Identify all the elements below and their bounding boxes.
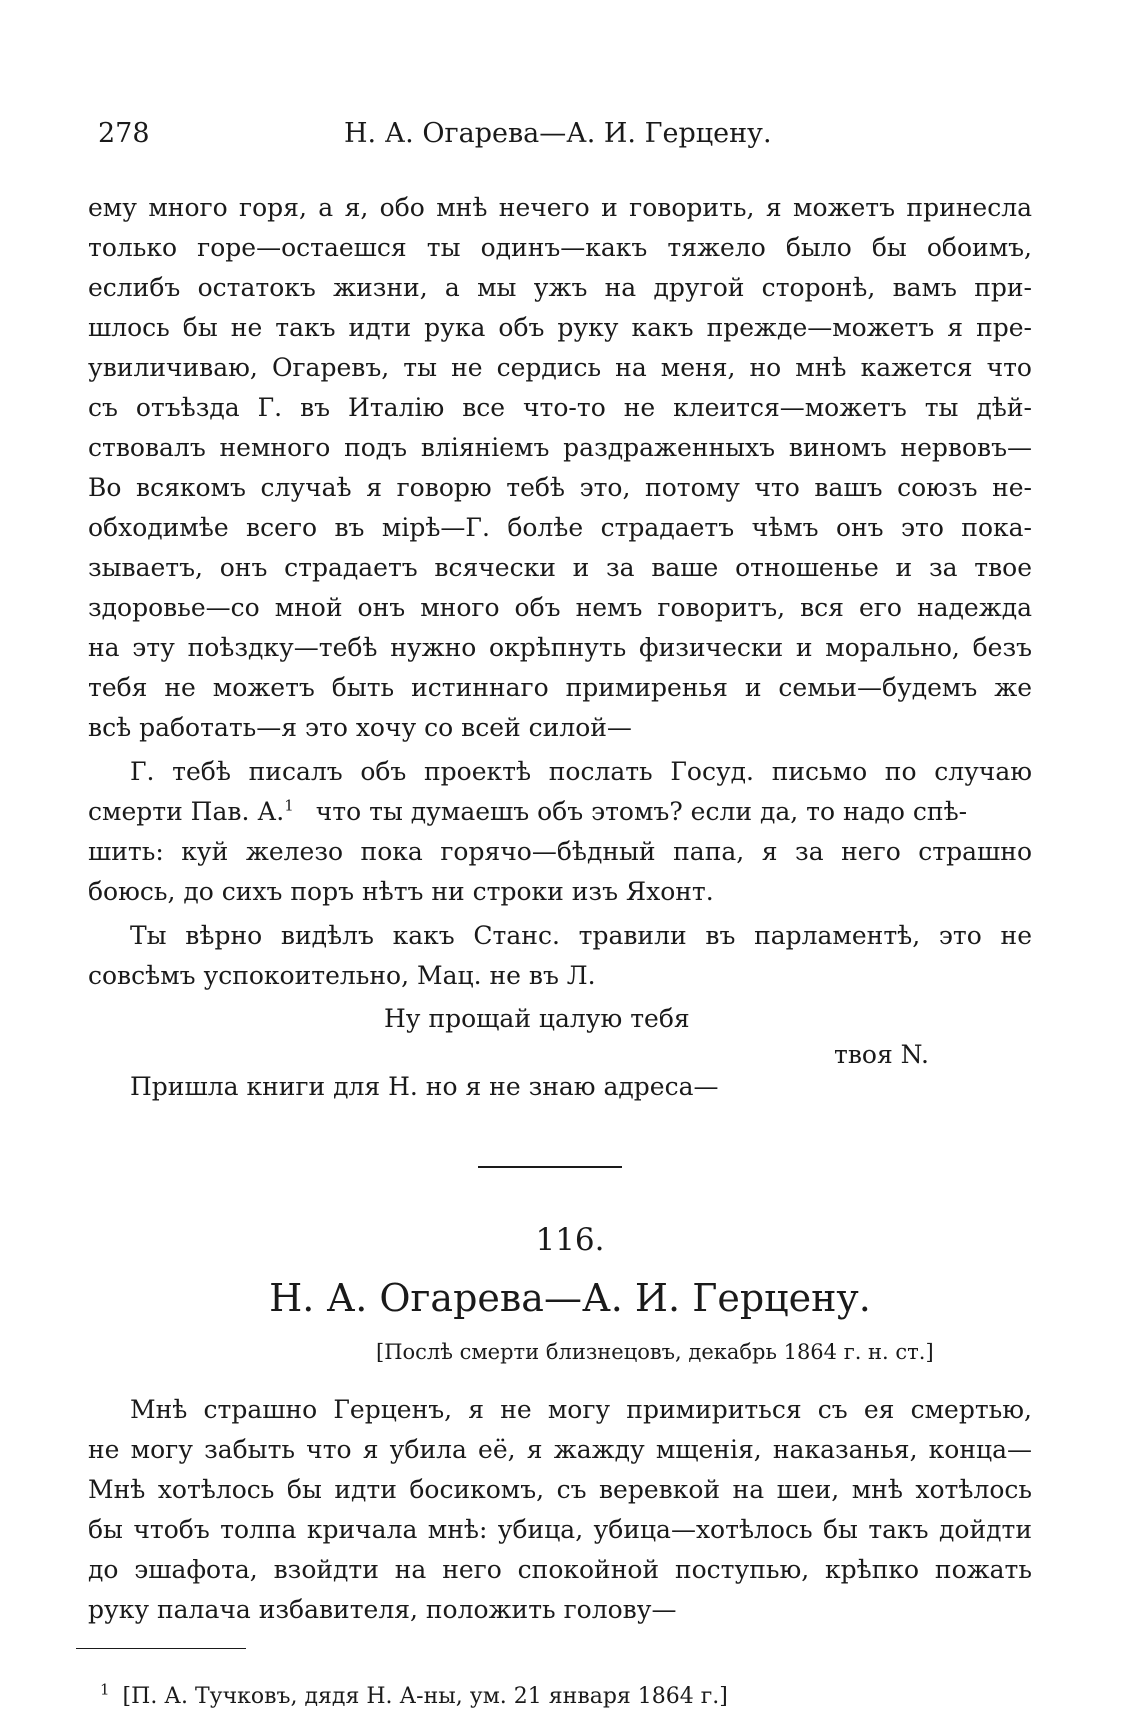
section-divider	[478, 1166, 622, 1168]
text-line: тебя не можетъ быть истиннаго примиренья и семьи—будемъ же	[88, 673, 1032, 702]
text-line-with-footnote	[88, 792, 1032, 832]
text-line: ему много горя, а я, обо мнѣ нечего и говорить, я можетъ принесла	[88, 193, 1032, 222]
text-line: руку палача избавителя, положить голову—	[88, 1595, 677, 1624]
text-line: Мнѣ хотѣлось бы идти босикомъ, съ веревкой на шеи, мнѣ хотѣлось	[88, 1475, 1032, 1504]
text-line: боюсь, до сихъ поръ нѣтъ ни строки изъ Яхонт.	[88, 877, 714, 906]
running-title: Н. А. Огарева—А. И. Герцену.	[344, 118, 772, 149]
page-number: 278	[98, 118, 150, 149]
text-line: не могу забыть что я убила её, я жажду мщенія, наказанья, конца—	[88, 1435, 1032, 1464]
text-line: шлось бы не такъ идти рука объ руку какъ прежде—можетъ я пре-	[88, 313, 1032, 342]
footnote-mark: 1	[100, 1680, 110, 1699]
text-line: съ отъѣзда Г. въ Италію все что-то не клеится—можетъ ты дѣй-	[88, 393, 1032, 422]
letter-number: 116.	[535, 1222, 605, 1258]
text-line: совсѣмъ успокоительно, Мац. не въ Л.	[88, 961, 596, 990]
signature: твоя N.	[834, 1040, 929, 1069]
text-line: до эшафота, взойдти на него спокойной поступью, крѣпко пожать	[88, 1555, 1032, 1584]
text-line: еслибъ остатокъ жизни, а мы ужъ на другой сторонѣ, вамъ при-	[88, 273, 1032, 302]
text-line: Мнѣ страшно Герценъ, я не могу примириться съ ея смертью,	[130, 1395, 1032, 1424]
text-line: бы чтобъ толпа кричала мнѣ: убица, убица—хотѣлось бы такъ дойдти	[88, 1515, 1032, 1544]
footnote-rule	[76, 1648, 246, 1649]
footnote	[100, 1680, 728, 1709]
text-line: ствовалъ немного подъ вліяніемъ раздраженныхъ виномъ нервовъ—	[88, 433, 1032, 462]
text-line: зываетъ, онъ страдаетъ всячески и за ваше отношенье и за твое	[88, 553, 1032, 582]
text-line: шить: куй железо пока горячо—бѣдный папа, я за него страшно	[88, 837, 1032, 866]
text-line: здоровье—со мной онъ много объ немъ говоритъ, вся его надежда	[88, 593, 1032, 622]
text-line: только горе—остаешся ты одинъ—какъ тяжело было бы обоимъ,	[88, 233, 1032, 262]
text-segment: смерти Пав. А.	[88, 797, 285, 826]
text-line: Ты вѣрно видѣлъ какъ Станс. травили въ парламентѣ, это не	[130, 921, 1032, 950]
footnote-text: [П. А. Тучковъ, дядя Н. А-ны, ум. 21 января 1864 г.]	[122, 1684, 728, 1709]
text-line: обходимѣе всего въ мірѣ—Г. болѣе страдаетъ чѣмъ онъ это пока-	[88, 513, 1032, 542]
text-line: Г. тебѣ писалъ объ проектѣ послать Госуд. письмо по случаю	[130, 757, 1032, 786]
text-line: Во всякомъ случаѣ я говорю тебѣ это, потому что вашъ союзъ не-	[88, 473, 1032, 502]
letter-title: Н. А. Огарева—А. И. Герцену.	[269, 1276, 871, 1320]
postscript: Пришла книги для Н. но я не знаю адреса—	[130, 1072, 719, 1101]
closing-line: Ну прощай цалую тебя	[384, 1004, 690, 1033]
footnote-reference: 1	[284, 796, 294, 815]
text-line: всѣ работать—я это хочу со всей силой—	[88, 713, 632, 742]
text-line: увиличиваю, Огаревъ, ты не сердись на меня, но мнѣ кажется что	[88, 353, 1032, 382]
letter-dateline: [Послѣ смерти близнецовъ, декабрь 1864 г. н. ст.]	[376, 1340, 934, 1364]
text-line: на эту поѣздку—тебѣ нужно окрѣпнуть физически и морально, безъ	[88, 633, 1032, 662]
text-segment: что ты думаешъ объ этомъ? если да, то надо спѣ-	[315, 797, 968, 826]
